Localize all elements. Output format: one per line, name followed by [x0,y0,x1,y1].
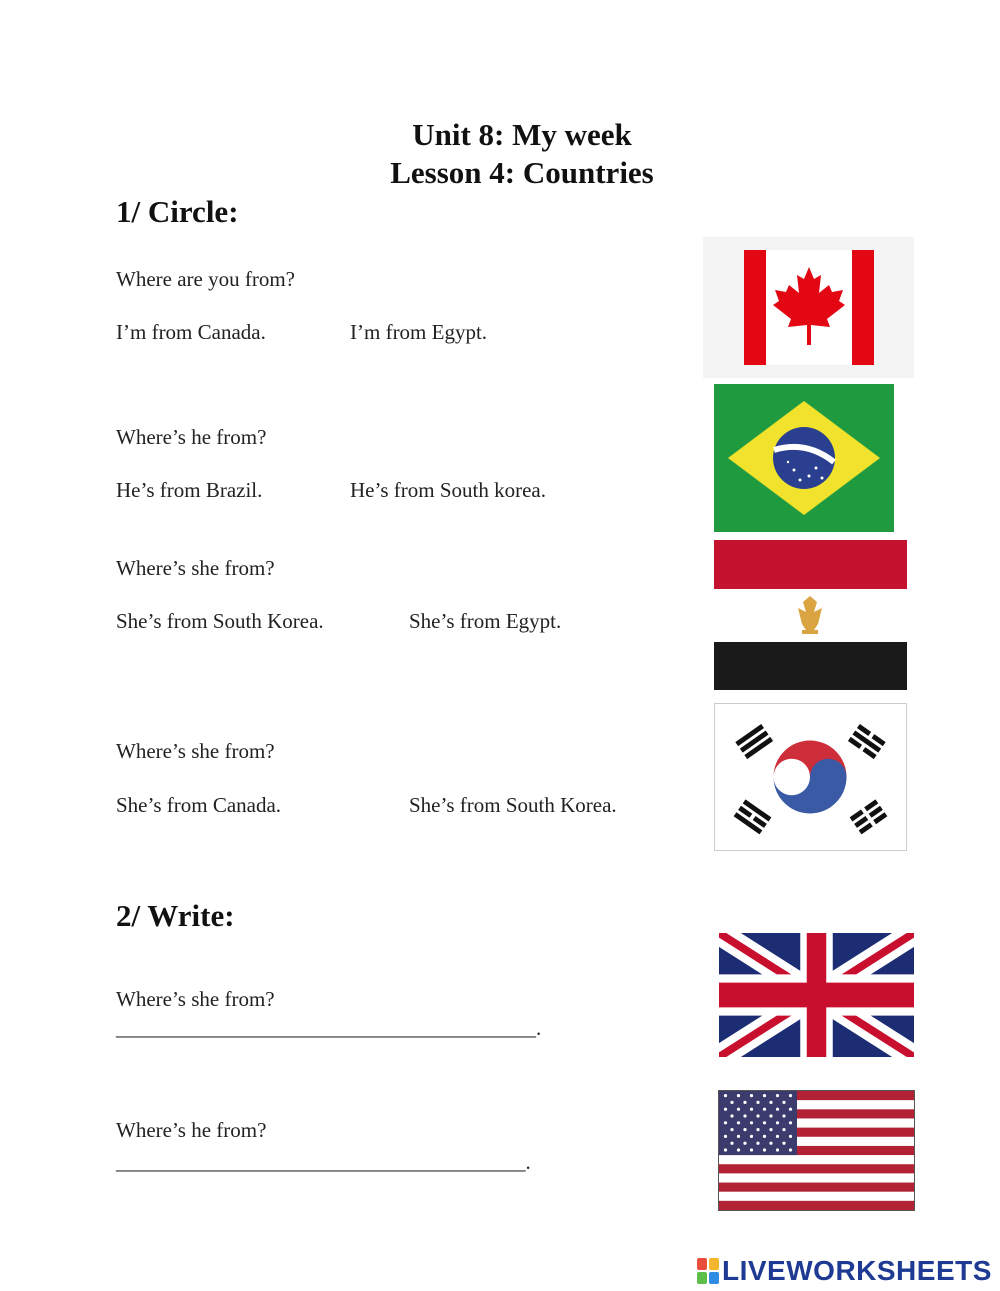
canada-flag-icon [703,237,914,378]
worksheet-title-unit: Unit 8: My week [412,117,632,152]
answer-option[interactable]: I’m from Egypt. [350,320,488,344]
answer-line[interactable]: _______________________________________. [116,1150,531,1174]
section-heading-circle: 1/ Circle: [116,194,239,229]
logo-mark-icon [697,1258,719,1284]
question-text: Where are you from? [116,267,295,291]
answer-option[interactable]: He’s from South korea. [350,478,546,502]
section-heading-write: 2/ Write: [116,898,235,933]
liveworksheets-logo [697,1255,992,1287]
question-text: Where’s he from? [116,425,267,449]
answer-option[interactable]: She’s from Canada. [116,793,282,817]
brazil-flag-icon [714,384,894,532]
worksheet-title-lesson: Lesson 4: Countries [390,155,654,190]
logo-text: LIVEWORKSHEETS [722,1255,992,1286]
answer-option[interactable]: He’s from Brazil. [116,478,263,502]
egypt-flag-icon [714,540,907,690]
answer-line[interactable]: ________________________________________. [116,1016,542,1040]
south-korea-flag-icon [714,703,907,851]
question-text: Where’s she from? [116,987,275,1011]
united-kingdom-flag-icon [719,933,914,1057]
question-text: Where’s she from? [116,739,275,763]
question-text: Where’s he from? [116,1118,267,1142]
answer-option[interactable]: She’s from South Korea. [409,793,617,817]
question-text: Where’s she from? [116,556,275,580]
answer-option[interactable]: She’s from South Korea. [116,609,324,633]
answer-option[interactable]: I’m from Canada. [116,320,266,344]
answer-option[interactable]: She’s from Egypt. [409,609,562,633]
united-states-flag-icon [718,1090,915,1211]
